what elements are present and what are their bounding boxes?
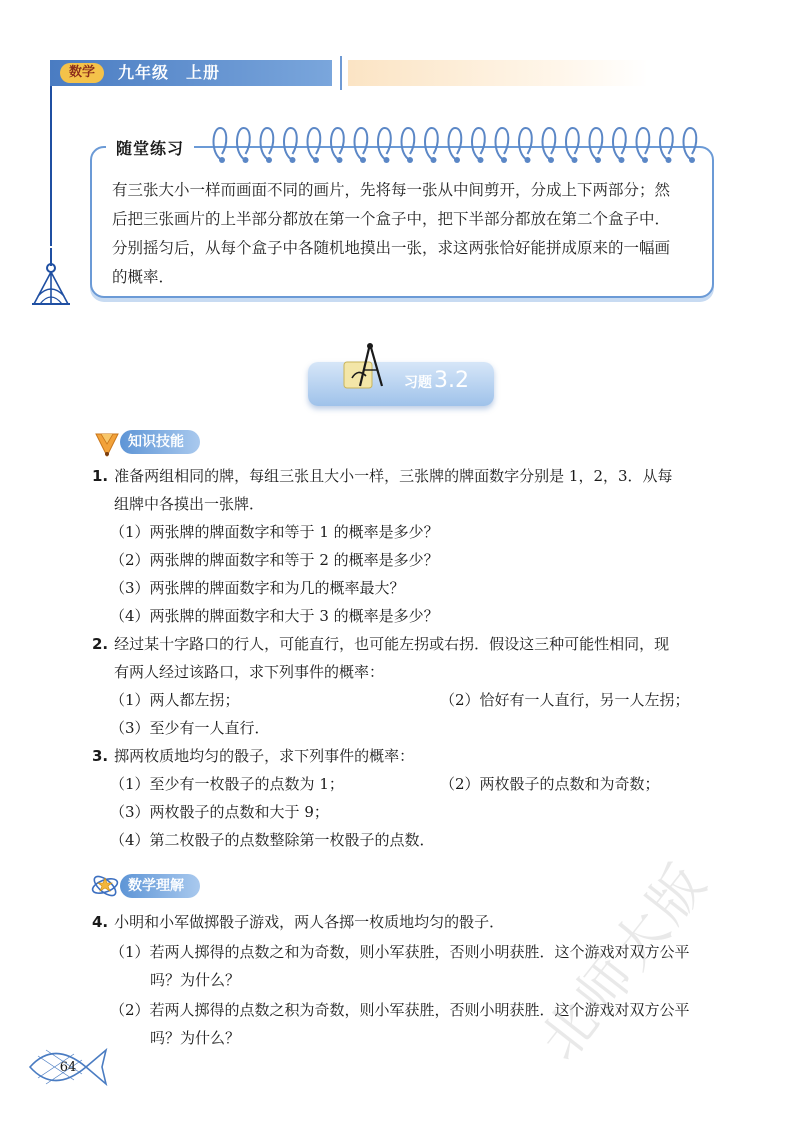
spiral-ring [378, 128, 391, 160]
spiral-ring-hole [243, 157, 249, 163]
spiral-ring-hole [407, 157, 413, 163]
question-number: 3. [92, 747, 109, 765]
exercise-number: 3.2 [434, 368, 469, 393]
question-text: 准备两组相同的牌，每组三张且大小一样，三张牌的牌面数字分别是 1，2，3．从每 [114, 467, 673, 485]
sub-question: （3）两张牌的牌面数字和为几的概率最大？ [110, 579, 405, 597]
compass-icon [336, 340, 394, 398]
spiral-ring [331, 128, 344, 160]
spiral-ring [684, 128, 697, 160]
spiral-ring-hole [431, 157, 437, 163]
spiral-ring-hole [360, 157, 366, 163]
spiral-ring [355, 128, 368, 160]
sub-question: （2）若两人掷得的点数之积为奇数，则小军获胜，否则小明获胜．这个游戏对双方公平 [110, 1001, 690, 1019]
spiral-ring [613, 128, 626, 160]
question-1 [92, 462, 712, 490]
spiral-ring-hole [337, 157, 343, 163]
question-number: 1. [92, 467, 109, 485]
subject-badge: 数学 [60, 63, 104, 83]
spiral-ring-hole [595, 157, 601, 163]
section-tag-understanding: 数学理解 [120, 874, 200, 898]
spiral-ring [519, 128, 532, 160]
spiral-ring-hole [642, 157, 648, 163]
sub-question: （4）第二枚骰子的点数整除第一枚骰子的点数． [110, 831, 435, 849]
sub-question: （2）两枚骰子的点数和为奇数； [440, 775, 660, 793]
term-label: 上册 [186, 63, 221, 82]
question-text-cont: 组牌中各摸出一张牌． [114, 495, 265, 513]
tower-icon [26, 246, 76, 310]
sub-question: （1）至少有一枚骰子的点数为 1； [110, 775, 344, 793]
spiral-ring [566, 128, 579, 160]
question-text: 经过某十字路口的行人，可能直行，也可能左拐或右拐．假设这三种可能性相同，现 [114, 635, 670, 653]
spiral-ring [543, 128, 556, 160]
page-number: 64 [59, 1060, 77, 1075]
question-text: 掷两枚质地均匀的骰子，求下列事件的概率： [114, 747, 415, 765]
spiral-ring-hole [478, 157, 484, 163]
spiral-ring-hole [219, 157, 225, 163]
spiral-ring [425, 128, 438, 160]
spiral-ring [237, 128, 250, 160]
grade-label: 九年级 [118, 63, 170, 82]
spiral-ring-hole [313, 157, 319, 163]
spiral-ring-hole [619, 157, 625, 163]
spiral-ring [449, 128, 462, 160]
spiral-ring [590, 128, 603, 160]
spiral-ring-hole [572, 157, 578, 163]
sub-question: （1）两张牌的牌面数字和等于 1 的概率是多少？ [110, 523, 439, 541]
spiral-ring-hole [290, 157, 296, 163]
watermark: 北师大版 [527, 850, 721, 1072]
spiral-ring-hole [689, 157, 695, 163]
sub-question: （1）若两人掷得的点数之和为奇数，则小军获胜，否则小明获胜．这个游戏对双方公平 [110, 943, 690, 961]
sub-question: （4）两张牌的牌面数字和大于 3 的概率是多少？ [110, 607, 439, 625]
spiral-ring [261, 128, 274, 160]
practice-line: 的概率． [112, 268, 175, 286]
spiral-ring-hole [548, 157, 554, 163]
spiral-rings-icon [206, 124, 706, 168]
spiral-ring [496, 128, 509, 160]
sub-question: （2）恰好有一人直行，另一人左拐； [440, 691, 690, 709]
spiral-ring-hole [454, 157, 460, 163]
spiral-ring-hole [501, 157, 507, 163]
sub-question: （3）至少有一人直行． [110, 719, 270, 737]
atom-star-icon [90, 870, 120, 900]
pencil-gem-icon [92, 428, 122, 458]
spiral-ring-hole [266, 157, 272, 163]
question-2 [92, 630, 712, 658]
spiral-ring [472, 128, 485, 160]
sub-question: （3）两枚骰子的点数和大于 9； [110, 803, 329, 821]
spiral-ring [308, 128, 321, 160]
question-3 [92, 742, 712, 770]
margin-line [50, 86, 52, 246]
practice-title: 随堂练习 [106, 134, 194, 161]
practice-line: 有三张大小一样而画面不同的画片，先将每一张从中间剪开，分成上下两部分；然 [112, 181, 671, 199]
header-separator [340, 56, 342, 90]
practice-line: 分别摇匀后，从每个盒子中各随机地摸出一张，求这两张恰好能拼成原来的一幅画 [112, 239, 671, 257]
sub-question: （2）两张牌的牌面数字和等于 2 的概率是多少？ [110, 551, 439, 569]
practice-line: 后把三张画片的上半部分都放在第一个盒子中，把下半部分都放在第二个盒子中． [112, 210, 671, 228]
sub-question-cont: 吗？为什么？ [150, 1029, 241, 1047]
spiral-ring-hole [666, 157, 672, 163]
header-gradient-band [348, 60, 648, 86]
spiral-ring [660, 128, 673, 160]
question-number: 2. [92, 635, 109, 653]
spiral-ring [402, 128, 415, 160]
question-number: 4. [92, 913, 109, 931]
exercise-label: 习题 [404, 375, 432, 391]
practice-text [112, 176, 700, 292]
spiral-ring-hole [525, 157, 531, 163]
spiral-ring [284, 128, 297, 160]
question-text: 小明和小军做掷骰子游戏，两人各掷一枚质地均匀的骰子． [114, 913, 505, 931]
spiral-ring-hole [384, 157, 390, 163]
section-tag-skills: 知识技能 [120, 430, 200, 454]
sub-question: （1）两人都左拐； [110, 691, 240, 709]
sub-question-cont: 吗？为什么？ [150, 971, 241, 989]
spiral-ring [637, 128, 650, 160]
question-text-cont: 有两人经过该路口，求下列事件的概率： [114, 663, 385, 681]
spiral-ring [214, 128, 227, 160]
